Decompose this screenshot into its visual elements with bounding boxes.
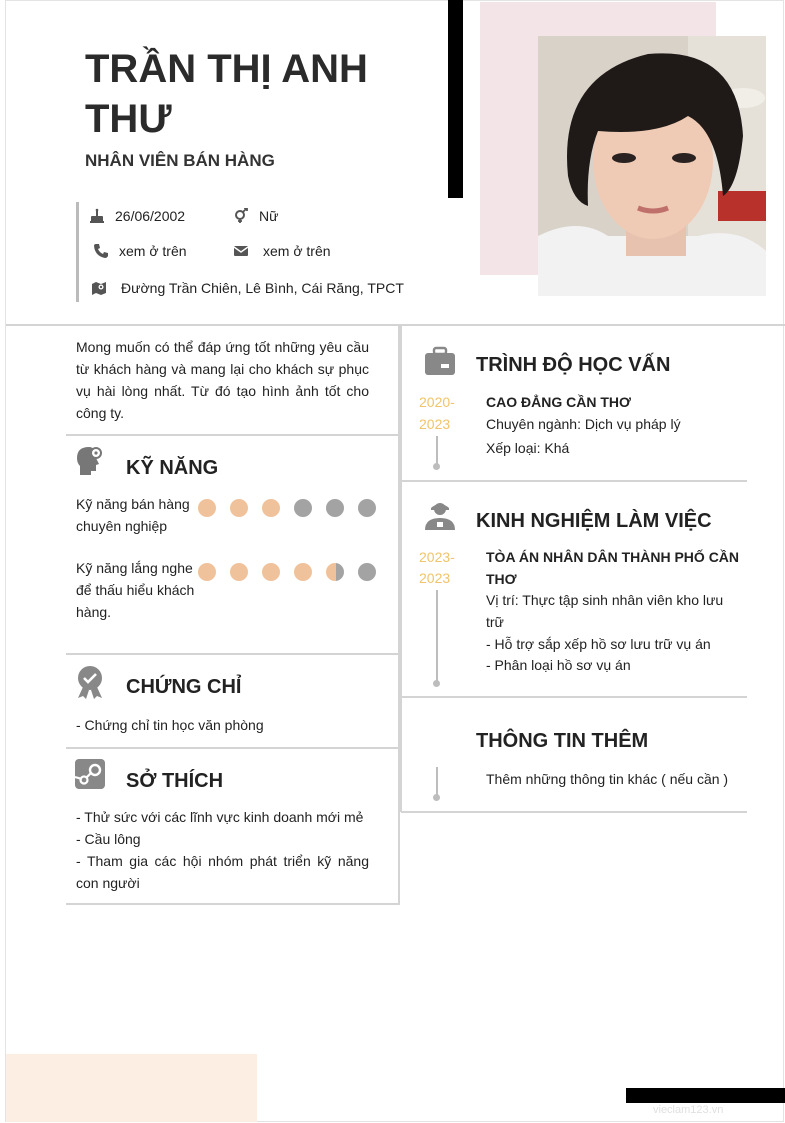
education-timeline-line (436, 436, 438, 464)
birthday-text: 26/06/2002 (115, 208, 186, 224)
extra-info-title: THÔNG TIN THÊM (476, 730, 649, 752)
gender-text: Nữ (259, 208, 279, 224)
right-column-border (400, 326, 402, 812)
hobby-item-1: - Thử sức với các lĩnh vực kinh doanh mới mẻ (76, 809, 364, 825)
skills-title: KỸ NĂNG (126, 457, 219, 479)
award-badge-icon (75, 665, 105, 699)
skill-listening-dot-2 (230, 563, 248, 581)
education-year-start: 2020- (419, 394, 455, 410)
cake-icon (89, 208, 105, 224)
skill-sales-dot-3 (262, 499, 280, 517)
phone-icon (93, 243, 109, 259)
decorative-black-bar-bottom (626, 1088, 785, 1103)
skill-listening-dot-1 (198, 563, 216, 581)
company-name: TÒA ÁN NHÂN DÂN THÀNH PHỐ CẦN THƠ (486, 549, 740, 587)
education-timeline-dot (433, 463, 440, 470)
skill-listening-dot-5 (326, 563, 344, 581)
briefcase-icon (425, 344, 455, 378)
extra-timeline-line (436, 767, 438, 797)
skill-sales-dot-6 (358, 499, 376, 517)
objective-text: Mong muốn có thể đáp ứng tốt những yêu cầu từ khách hàng và mang lại cho khách sự phục vụ hài lòng nhất. Từ đó tạo hình ảnh tốt cho công ty. (76, 339, 369, 421)
education-grade: Xếp loại: Khá (486, 440, 570, 456)
divider-experience (401, 696, 747, 698)
steam-icon (75, 758, 105, 792)
gender-item (233, 208, 278, 224)
school-name: CAO ĐẲNG CẦN THƠ (486, 394, 631, 410)
address-item (91, 280, 404, 296)
skill-sales-dot-4 (294, 499, 312, 517)
skill-label-sales: Kỹ năng bán hàng chuyên nghiệp (76, 496, 190, 534)
certificates-title: CHỨNG CHỈ (126, 676, 242, 698)
hobbies-title: SỞ THÍCH (126, 770, 224, 792)
decorative-black-bar (448, 0, 463, 198)
divider-skills (66, 653, 399, 655)
candidate-name: TRẦN THỊ ANH THƯ (85, 47, 368, 141)
skill-listening-dot-6 (358, 563, 376, 581)
skill-listening-dot-4 (294, 563, 312, 581)
divider-objective (66, 434, 399, 436)
email-item (233, 243, 331, 259)
experience-year-start: 2023- (419, 549, 455, 565)
worker-icon (425, 500, 455, 534)
divider-certificates (66, 747, 399, 749)
education-major: Chuyên ngành: Dịch vụ pháp lý (486, 416, 681, 432)
skill-sales-dot-2 (230, 499, 248, 517)
experience-year-end: 2023 (419, 570, 451, 586)
address-text: Đường Trần Chiên, Lê Bình, Cái Răng, TPCT (121, 280, 404, 296)
divider-hobbies (66, 903, 400, 905)
email-text: xem ở trên (263, 243, 331, 259)
experience-duty-1: - Hỗ trợ sắp xếp hồ sơ lưu trữ vụ án (486, 636, 711, 652)
phone-text: xem ở trên (119, 243, 187, 259)
birthday-item (89, 208, 185, 224)
experience-timeline-line (436, 590, 438, 682)
divider-education (401, 480, 747, 482)
map-pin-icon (91, 280, 107, 296)
skill-label-listening: Kỹ năng lắng nghe để thấu hiểu khách hàng. (76, 560, 195, 620)
experience-timeline-dot (433, 680, 440, 687)
certificates-text: - Chứng chỉ tin học văn phòng (76, 717, 264, 733)
hobby-item-2: - Cầu lông (76, 831, 141, 847)
profile-photo (538, 36, 766, 296)
job-title: NHÂN VIÊN BÁN HÀNG (85, 151, 275, 170)
contact-info-panel (76, 202, 419, 302)
hobby-item-3: - Tham gia các hội nhóm phát triển kỹ năng con người (76, 853, 369, 891)
experience-position: Vị trí: Thực tập sinh nhân viên kho lưu trữ (486, 592, 724, 630)
gender-icon (233, 208, 249, 224)
education-year-end: 2023 (419, 416, 451, 432)
experience-duty-2: - Phân loại hồ sơ vụ án (486, 657, 631, 673)
divider-extra (401, 811, 747, 813)
header-divider (6, 324, 785, 326)
head-gear-icon (75, 443, 105, 477)
skill-sales-dot-5 (326, 499, 344, 517)
phone-item (93, 243, 187, 259)
education-title: TRÌNH ĐỘ HỌC VẤN (476, 354, 671, 376)
skill-sales-dot-1 (198, 499, 216, 517)
envelope-icon (233, 243, 249, 259)
experience-title: KINH NGHIỆM LÀM VIỆC (476, 510, 712, 532)
decorative-peach-block (6, 1054, 257, 1122)
skill-listening-dot-3 (262, 563, 280, 581)
watermark: vieclam123.vn (653, 1104, 724, 1116)
extra-info-text: Thêm những thông tin khác ( nếu cần ) (486, 771, 729, 787)
extra-timeline-dot (433, 794, 440, 801)
